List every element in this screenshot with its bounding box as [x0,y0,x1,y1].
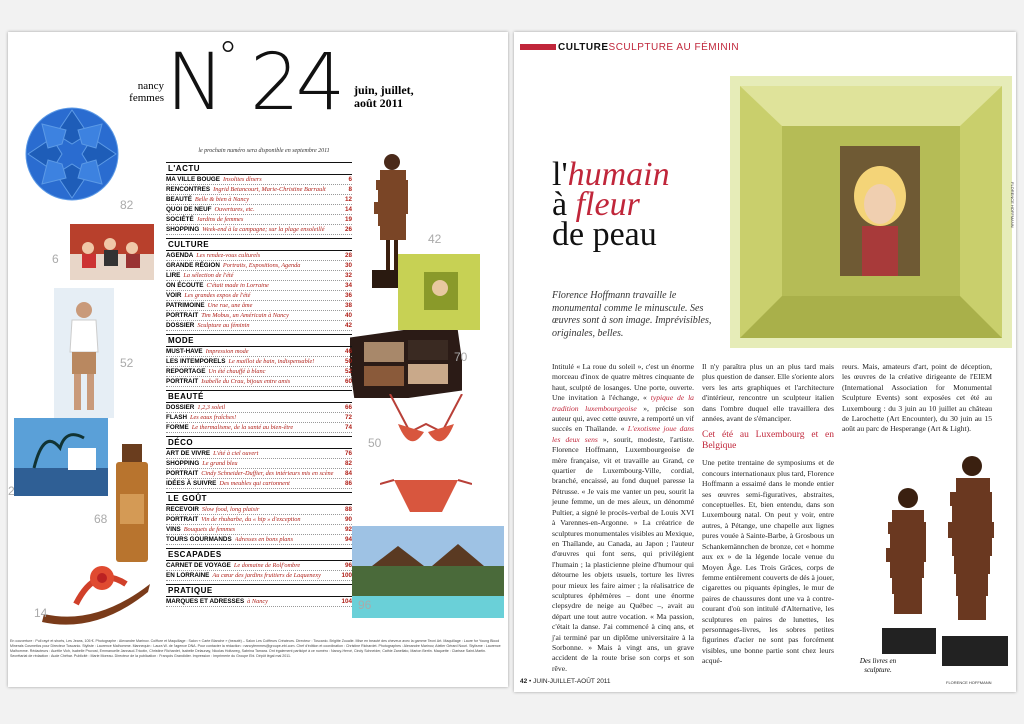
toc-desc: Ingrid Betancourt, Marie-Christine Barrault [213,186,326,193]
toc-desc: Impression mode [205,348,249,355]
headline-de-peau: de peau [552,216,657,253]
toc-row[interactable] [166,311,352,321]
toc-row[interactable] [166,459,352,469]
toc-page: 94 [344,536,352,543]
toc-row[interactable] [166,195,352,205]
toc-page: 42 [344,322,352,329]
toc-section [166,584,352,607]
toc-page: 92 [344,526,352,533]
toc-label: PATRIMOINE [166,302,205,309]
toc-label: REPORTAGE [166,368,206,375]
toc-row[interactable] [166,469,352,479]
toc-page: 50 [344,358,352,365]
city-line-2: femmes [129,92,164,104]
toc-row[interactable] [166,377,352,387]
photo-credit-bottom: FLORENCE HOFFMANN [946,680,992,685]
toc-row[interactable] [166,291,352,301]
toc-label: MA VILLE BOUGE [166,176,220,183]
toc-desc: C'était made in Lorraine [206,282,269,289]
toc-row[interactable] [166,515,352,525]
toc-page: 19 [344,216,352,223]
toc-page: 100 [341,572,352,579]
page-ref-70: 70 [454,350,468,364]
toc-desc: Portraits, Expositions, Agenda [222,262,301,269]
toc-label: IDÉES À SUIVRE [166,480,217,487]
toc-desc: Ouvertures, etc. [214,206,255,213]
toc-label: BEAUTÉ [166,196,192,203]
toc-page: 40 [344,312,352,319]
toc-desc: Tim Mobus, un Américain à Nancy [201,312,289,319]
toc-section-title: CULTURE [166,238,352,251]
toc-label: DOSSIER [166,404,195,411]
toc-row[interactable] [166,185,352,195]
eyeshadow-palette-image [350,330,462,398]
toc-page: 76 [344,450,352,457]
issue-digits: 24 [250,38,342,128]
toc-row[interactable] [166,403,352,413]
toc-desc: Insolites dîners [223,176,262,183]
toc-row[interactable] [166,449,352,459]
toc-page: 104 [341,598,352,605]
toc-desc: Week-end à la campagne; sur la plage ensoleillé [202,226,325,233]
toc-section [166,436,352,489]
rubric-subject: SCULPTURE AU FÉMININ [608,42,740,53]
toc-row[interactable] [166,357,352,367]
date-line-1: juin, juillet, [354,83,414,97]
toc-section [166,492,352,545]
col1-quote-2: L'exotisme joue dans les deux sens [552,424,695,444]
headline-l-apostrophe: l' [552,156,568,193]
page-ref-14: 14 [34,606,48,620]
col1-quote-1: typique de la tradition luxembourgeoise [552,393,694,413]
green-frame-sculpture-image [398,254,480,330]
toc-desc: Le domaine de Rolf'ombre [233,562,301,569]
toc-page: 52 [344,368,352,375]
bikini-image [380,394,472,522]
col3-paragraph-1: reurs. Mais, amateurs d'art, point de déception, les œuvres de la créative dirigeante de l'EIEM (International Association for Monumental Sculpture Events) sont exposées cet été au Luxembourg : du 3 juin au 10 juillet au château de Larochette (Art Encounter), du 30 juin au 15 août au parc de Hesperange (Art & Light). [842,362,992,434]
toc-section [166,548,352,581]
toc-page: 88 [344,506,352,513]
toc-page: 36 [344,292,352,299]
toc-row[interactable] [166,505,352,515]
toc-desc: Les rendez-vous culturels [196,252,261,259]
toc-desc: à Nancy [247,598,268,605]
toc-desc: Des meubles qui cartonnent [219,480,290,487]
toc-row[interactable] [166,205,352,215]
toc-row[interactable] [166,561,352,571]
col2-paragraph-1: Il n'y paraîtra plus un an plus tard mais plus question de danser. Elle s'oriente alors vers les arts graphiques et l'architecture d'intérieur, rencontre un sculpteur italien dans l'ombre duquel elle travaillera des années, avant de s'émanciper. [702,362,834,424]
toc-section-title: PRATIQUE [166,584,352,597]
toc-label: PORTRAIT [166,378,199,385]
toc-label: PORTRAIT [166,312,199,319]
toc-label: MUST-HAVE [166,348,203,355]
toc-label: MARQUES ET ADRESSES [166,598,245,605]
toc-section-title: BEAUTÉ [166,390,352,403]
toc-row[interactable] [166,571,352,581]
toc-page: 46 [344,348,352,355]
folio-date: • JUIN-JUILLET-AOÛT 2011 [529,678,611,685]
headline-a: à [552,186,576,223]
col2-subheading: Cet été au Luxembourg et en Belgique [702,430,834,452]
toc-row[interactable] [166,423,352,433]
toc-desc: L'été à ciel ouvert [213,450,259,457]
blue-interior-image [14,418,108,496]
toc-desc: Une rue, une âme [207,302,253,309]
toc-desc: Les grandes expos de l'été [184,292,251,299]
toc-section-title: ESCAPADES [166,548,352,561]
toc-page: 8 [348,186,352,193]
toc-page: 82 [344,460,352,467]
page-ref-68: 68 [94,512,108,526]
toc-section [166,334,352,387]
page-ref-42: 42 [428,232,442,246]
next-issue-note: le prochain numéro sera disponible en septembre 2011 [198,148,330,154]
toc-row[interactable] [166,413,352,423]
toc-page: 66 [344,404,352,411]
toc-label: ON ÉCOUTE [166,282,204,289]
toc-desc: Adresses en bons plans [234,536,294,543]
toc-label: LES INTEMPORELS [166,358,226,365]
rubric-bar [520,44,556,50]
toc-row[interactable] [166,347,352,357]
toc-label: PORTRAIT [166,470,199,477]
col1-text-c: », sourit, modeste, l'artiste. Florence Hoffmann, Luxembourgeoise de mère française, vit et travaille au Grand, ce quartier de Luxembourg-Ville, cordial, branché, encaissé, au fond duquel paresse la Pétrusse. « Je vais me vanter un peu, sourit la jeune femme, un de mes aïeux, un dénommé Pultier, a signé le procès-verbal de Louis XVI à Varennes-en-Argonne. » La créatrice de sculptures monumentales visibles au Mexique, en Thaïlande, au Canada, au Japon ; l'auteur d'œuvres qui font sens, qui privilégient l'humain ; la plasticienne pleine d'humour qui détourne les objets usuels, torture les livres pour mieux les faire aimer ; la réalisatrice de sculptures éphémères – dont une énorme clepsydre de neige au Québec –, avait au départ une tout autre vocation. « Ma passion, c'était la danse. J'ai commencé à cinq ans, et j'ai terminé par un diplôme universitaire à la Sorbonne. » Mais à vingt ans, un grave accident de la route brise son corps et son rêve. [552,434,694,673]
toc-section-title: DÉCO [166,436,352,449]
photo-caption: Des livres en sculpture. [859,657,897,674]
toc-row[interactable] [166,301,352,311]
toc-page: 84 [344,470,352,477]
toc-desc: Bouquets de femmes [183,526,236,533]
toc-label: RECEVOIR [166,506,199,513]
section-rubric [520,42,739,53]
toc-page: 6 [348,176,352,183]
toc-label: DOSSIER [166,322,195,329]
page-ref-6: 6 [52,252,59,266]
toc-row[interactable] [166,251,352,261]
toc-section-title: L'ACTU [166,162,352,175]
toc-desc: Un été chauffé à blanc [208,368,266,375]
blue-paper-flower-image [18,100,126,208]
toc-label: RENCONTRES [166,186,211,193]
toc-label: SOCIÉTÉ [166,216,194,223]
article-column-2 [702,362,834,667]
headline-fleur: fleur [575,186,640,223]
article-column-3 [842,362,992,435]
masthead-credits: En couverture : Pull rayé et shorts, Les Jeans, 105 €. Photographe : Alexandre Marinov. Coiffure et Maquillage : Salon « Carte Blanche » (beauté) – Salon Les Coiffeurs Créateurs. Directeur : Toscanio. Brigitte Zoualie. Mise en beauté des cheveux avec la gamme Tecni Art. Maquillage : Laure for Young Blood Minerals Cosmetics pour Directeur Toscanio. Styliste : Laurence Malhomme. Mannequin : Laura W. de l'agence DNA. Pour contacter la rédaction : nancyfemmes@groupe-ebi.com. Chef d'édition et coordination : Christine Richardet. Photographes : Alexandre Marinov, Atelier Gérard Nouri. Stylisme : Laurence Malhomme. Rédacteurs : Aurélie Vich, Isabelle Pruvost, Emmanuelle Jannaud-Tricotin, Christine Richardet, Isabelle Delaunay, Nicolas Holtzweg, Sabrina Tamara. Ont également participé à ce numéro : Nancy-Hervé, Cindy Schneider, Cathie Zanellato, Marion Bertin. Maquette : Clarisse Saint-Martin. Secrétariat de rédaction : Aude Chéhar. Publicité : Marie Moreau. Directeur de la publication : François Grandidier. Impression : Imprimerie du Groupe Ebi. Dépôt légal mai 2011. [10,639,501,658]
artist-in-sculpture-photo [730,76,1012,348]
toc-label: QUOI DE NEUF [166,206,212,213]
toc-desc: Les eaux fraîches! [190,414,237,421]
toc-desc: Vin de rhubarbe, du « hip » d'exception [201,516,301,523]
issue-degree: ° [218,34,238,80]
toc-row[interactable] [166,597,352,607]
toc-label: SHOPPING [166,460,200,467]
toc-page: 86 [344,480,352,487]
toc-section [166,162,352,235]
toc-section-title: MODE [166,334,352,347]
page-ref-50: 50 [368,436,382,450]
toc-row[interactable] [166,271,352,281]
col2-paragraph-2: Une petite trentaine de symposiums et de concours internationaux plus tard, Florence Hoffmann a essaimé dans le monde entier ses œuvres semi-figuratives, abstraites, conceptuelles. Et, bien entendu, dans son Luxembourg natal. On peut y voir, entre autres, à Pétange, une chapelle aux lignes pures vouée à Sainte-Barbe, à Grosbous un Schankemännchen de bronze, cet « homme aux ex » de la légende locale venue du Moyen Âge. Les Trois Grâces, corps de femme entièrement couverts de dés à jouer, cigarettes ou piquants épingles, le mur de paires de chaussures dont une va à contre-courant d'où son intitulé d'Alternative, les sculptures en paires de lunettes, les personnages-livres, les sobres petites figurines d'acier ne sont pas forcément visibles, une bonne partie sont chez leurs acqué- [702,458,834,666]
toc-page: 74 [344,424,352,431]
toc-label: AGENDA [166,252,194,259]
headline-humain: humain [567,156,670,193]
toc-page: 72 [344,414,352,421]
table-of-contents [166,159,352,607]
toc-row[interactable] [166,525,352,535]
toc-label: VOIR [166,292,182,299]
col1-text-b: », précise son auteur qui, avec cette œuvre, a remporté un vif succès en Thaïlande. « [552,403,694,434]
toc-row[interactable] [166,215,352,225]
toc-page: 38 [344,302,352,309]
folio-page-number: 42 [520,678,528,685]
photo-credit-top: FLORENCE HOFFMANN [1010,182,1015,228]
toc-row[interactable] [166,367,352,377]
article-column-1 [552,362,694,674]
toc-section [166,238,352,331]
toc-page: 14 [344,206,352,213]
toc-row[interactable] [166,175,352,185]
article-page [514,32,1016,692]
toc-desc: Le thermalisme, de la santé au bien-être [191,424,294,431]
toc-page: 32 [344,272,352,279]
toc-label: LIRE [166,272,181,279]
page-ref-96: 96 [358,598,372,612]
article-headline [552,156,670,253]
toc-row[interactable] [166,281,352,291]
toc-page: 34 [344,282,352,289]
toc-desc: Sculpture au féminin [197,322,250,329]
rubric-culture: CULTURE [558,42,609,53]
city-line-1: nancy [137,80,164,92]
toc-page: 60 [344,378,352,385]
toc-label: ART DE VIVRE [166,450,211,457]
toc-page: 96 [344,562,352,569]
toc-label: EN LORRAINE [166,572,210,579]
issue-n: N [166,38,221,128]
page-ref-82: 82 [120,198,134,212]
page-ref-2: 2 [8,484,15,498]
toc-desc: Le grand bleu [202,460,238,467]
toc-page: 30 [344,262,352,269]
dinner-party-image [70,224,154,280]
toc-desc: Cindy Schneider-Duffier, des intérieurs mis en scène [201,470,334,477]
toc-label: TOURS GOURMANDS [166,536,232,543]
toc-label: CARNET DE VOYAGE [166,562,231,569]
page-ref-52: 52 [120,356,134,370]
toc-row[interactable] [166,225,352,235]
book-sculptures-photo [872,456,1014,682]
article-standfirst: Florence Hoffmann travaille le monumental comme le minuscule. Ses œuvres sont à son image. Imprévisibles, originales, belles. [552,290,712,339]
toc-page: 90 [344,516,352,523]
contents-page [8,32,508,687]
toc-page: 12 [344,196,352,203]
toc-label: SHOPPING [166,226,200,233]
toc-desc: Isabelle du Crau, bijoux entre amis [201,378,291,385]
toc-label: PORTRAIT [166,516,199,523]
toc-desc: Jardins de femmes [196,216,244,223]
toc-page: 28 [344,252,352,259]
red-sandal-image [36,544,156,630]
toc-label: FLASH [166,414,187,421]
date-line-2: août 2011 [354,96,404,110]
toc-row[interactable] [166,261,352,271]
toc-section-title: LE GOÛT [166,492,352,505]
toc-label: FORME [166,424,189,431]
toc-page: 26 [344,226,352,233]
toc-desc: Belle & bien à Nancy [194,196,250,203]
toc-label: VINS [166,526,181,533]
resort-pool-image [352,526,504,618]
toc-label: GRANDE RÉGION [166,262,220,269]
toc-row[interactable] [166,535,352,545]
toc-row[interactable] [166,479,352,489]
toc-desc: 1,2,3 soleil [197,404,226,411]
toc-desc: La sélection de l'été [183,272,234,279]
toc-row[interactable] [166,321,352,331]
toc-section [166,390,352,433]
issue-date [354,84,414,110]
toc-desc: Au cœur des jardins fruitiers de Laquenexy [212,572,321,579]
fashion-model-image [54,288,114,418]
toc-desc: Le maillot de bain, indispensable! [228,358,315,365]
page-folio [520,678,611,685]
toc-desc: Slow food, long plaisir [201,506,260,513]
col1-text-a: Intitulé « La roue du soleil », c'est un énorme morceau d'inox de quatre mètres cinquante de haut, sculpté de losanges. Une porte, ouverte. Une invitation à l'échange, « [552,362,694,403]
